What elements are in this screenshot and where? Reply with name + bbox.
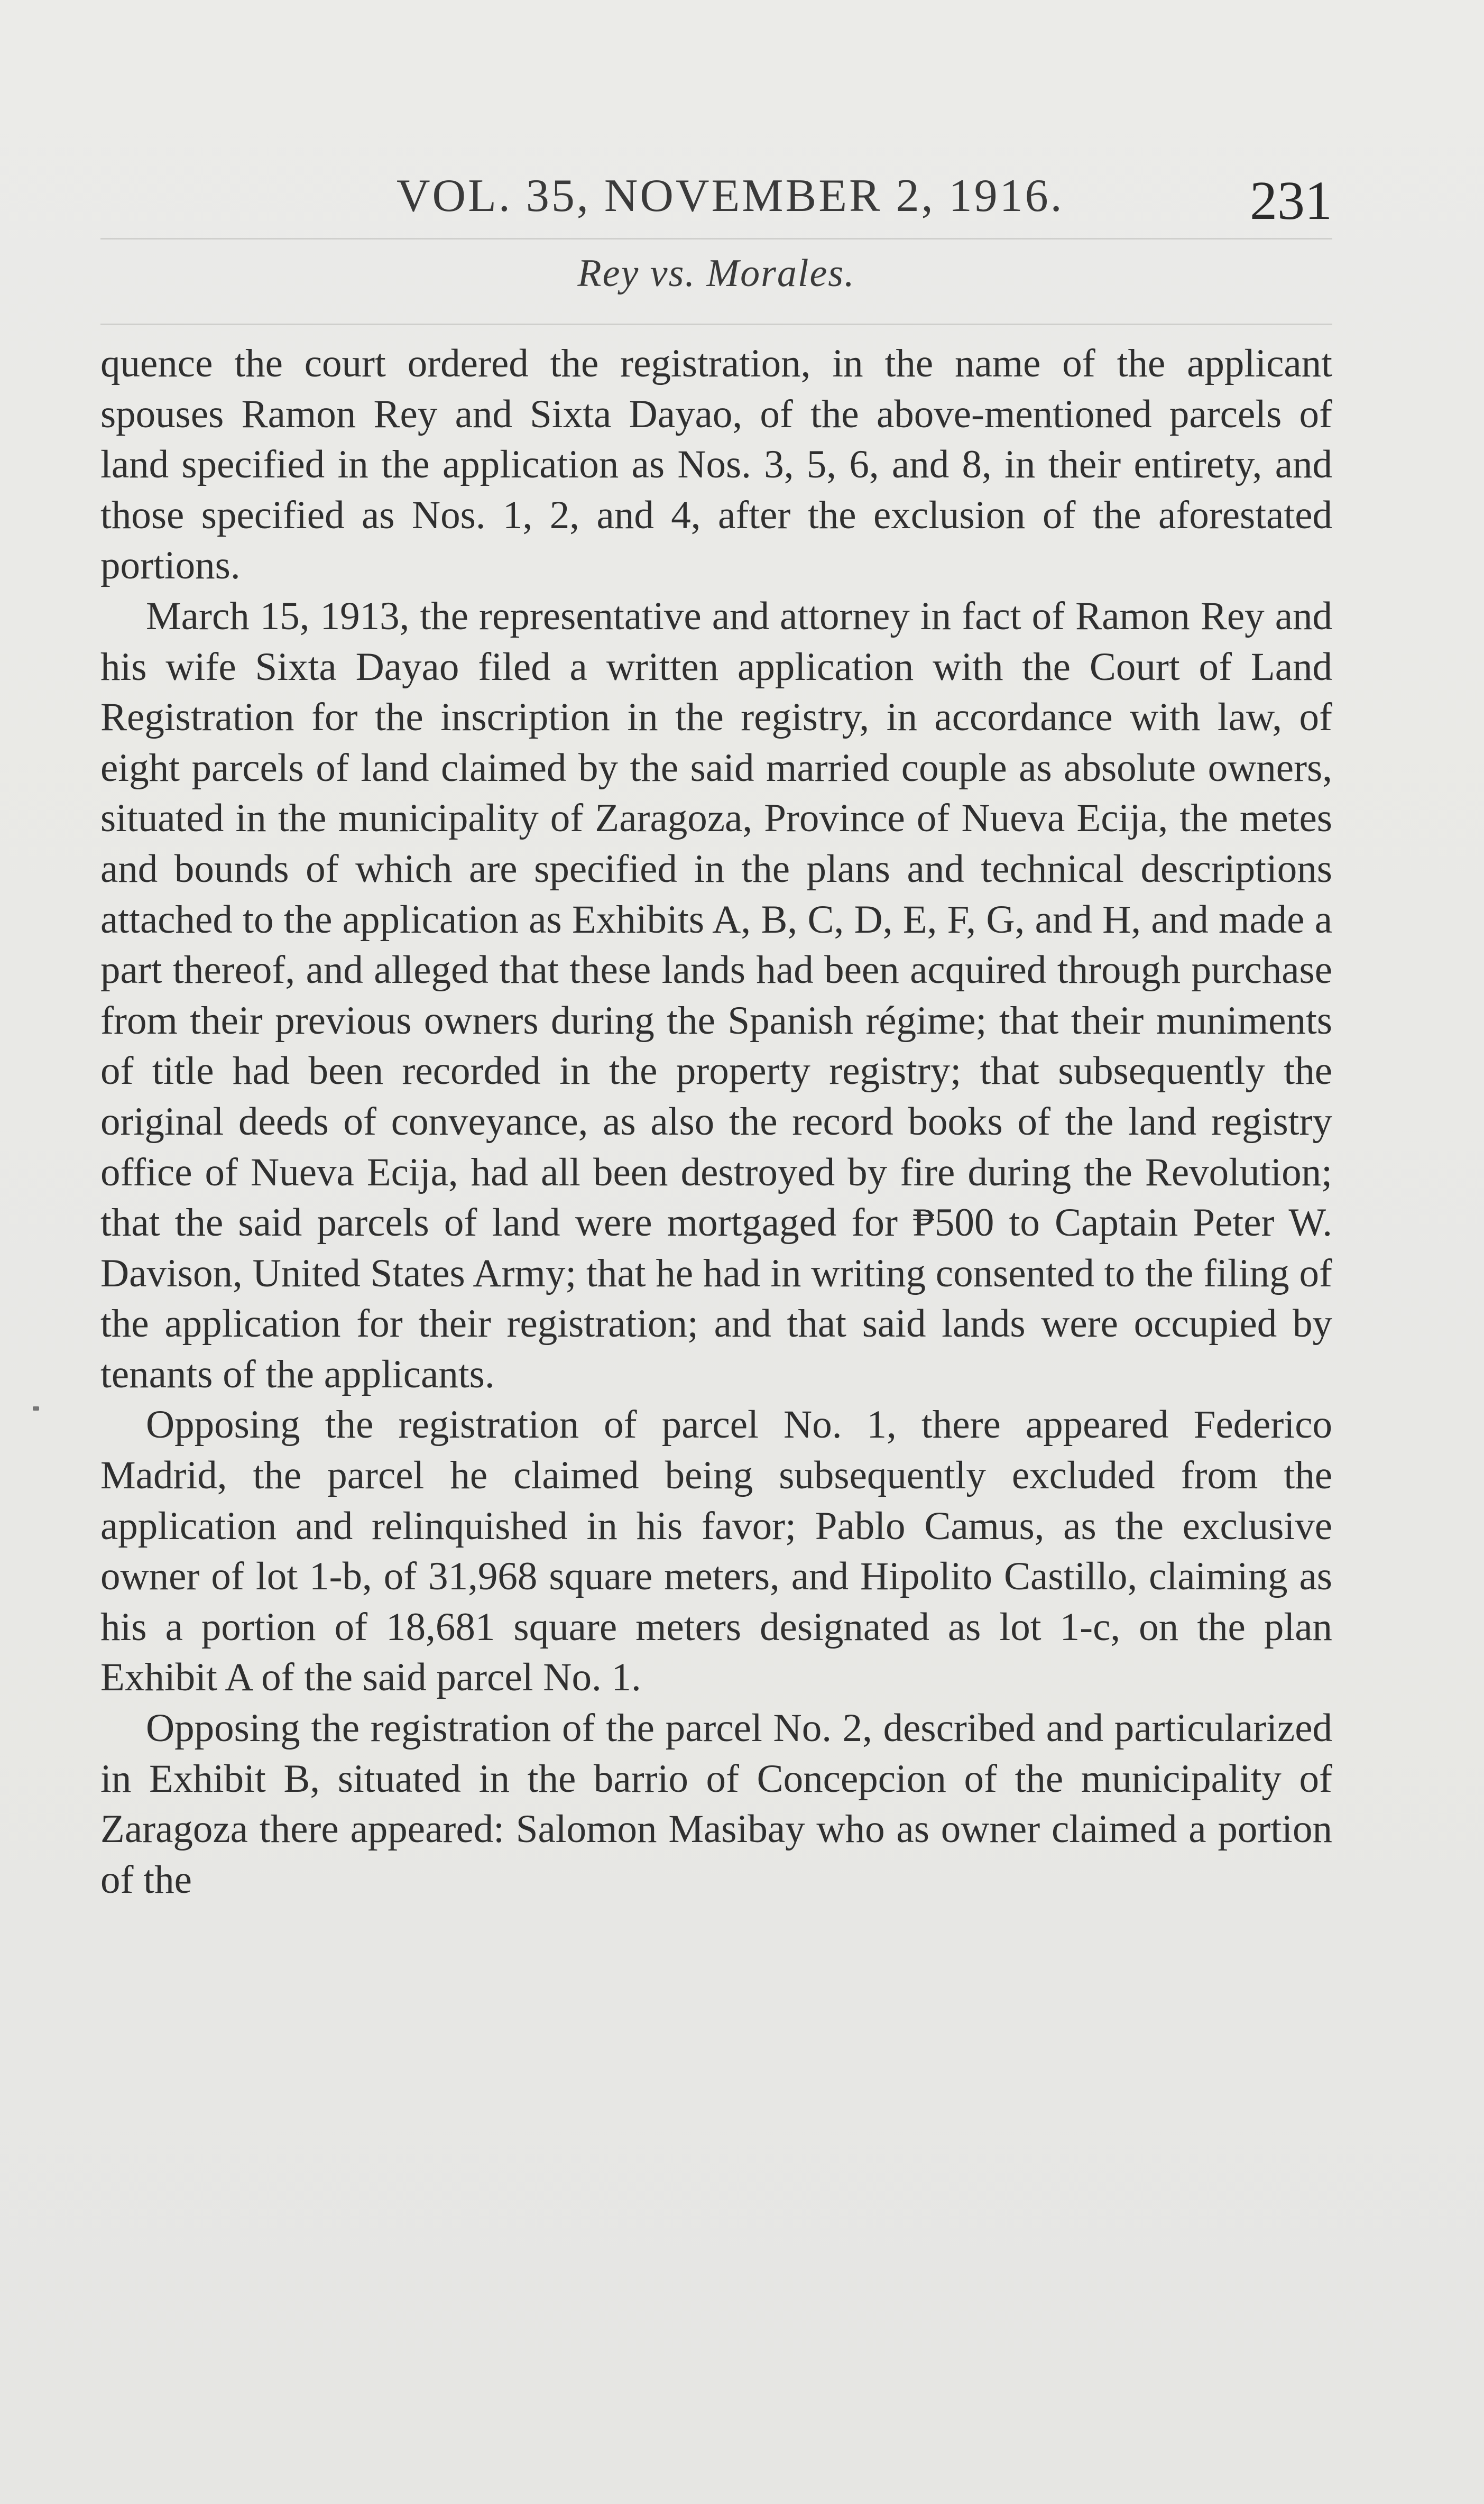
margin-mark — [33, 1406, 39, 1411]
paragraph: Opposing the registration of the parcel No. 2, described and particularized in Exhibit B, situated in the barrio of Concepcion of the municipality of Zaragoza there appeared: Salomon Masibay who as owner claimed a portion of the — [100, 1706, 1332, 1902]
running-head — [100, 159, 1332, 238]
paragraph: March 15, 1913, the representative and attorney in fact of Ramon Rey and his wife Sixta Dayao filed a written application with the Court of Land Registration for the inscription in the registry, in accordance with law, of eight parcels of land claimed by the said married couple as absolute owners, situated in the municipality of Zaragoza, Province of Nueva Ecija, the metes and bounds of which are specified in the plans and technical descriptions attached to the application as Exhibits A, B, C, D, E, F, G, and H, and made a part thereof, and alleged that these lands had been acquired through purchase from their previous owners during the Spanish régime; that their muniments of title had been recorded in the property registry; that subsequently the original deeds of conveyance, as also the record books of the land registry office of Nueva Ecija, had all been destroyed by fire during the Revolution; that the said parcels of land were mortgaged for ₱500 to Captain Peter W. Davison, United States Army; that he had in writing consented to the filing of the application for their registration; and that said lands were occupied by tenants of the applicants. — [100, 594, 1332, 1396]
header-rule-bottom — [100, 324, 1332, 325]
page-number: 231 — [1250, 170, 1332, 231]
paragraph: Opposing the registration of parcel No. 1, there appeared Federico Madrid, the parcel he claimed being subsequently excluded from the application and relinquished in his favor; Pablo Camus, as the exclusive owner of lot 1-b, of 31,968 square meters, and Hipolito Castillo, claiming as his a portion of 18,681 square meters designated as lot 1-c, on the plan Exhibit A of the said parcel No. 1. — [100, 1403, 1332, 1700]
header-rule-top — [100, 238, 1332, 240]
case-title: Rey vs. Morales. — [577, 252, 855, 295]
volume-date-heading: VOL. 35, NOVEMBER 2, 1916. — [397, 170, 1064, 222]
body-text — [100, 338, 1332, 1905]
paragraph-continuation: quence the court ordered the registration, in the name of the applicant spouses Ramon Rey and Sixta Dayao, of the above-mentioned parcels of land specified in the application as Nos. 3, 5, 6, and 8, in their entirety, and those specified as Nos. 1, 2, and 4, after the exclusion of the aforestated portions. — [100, 342, 1332, 588]
